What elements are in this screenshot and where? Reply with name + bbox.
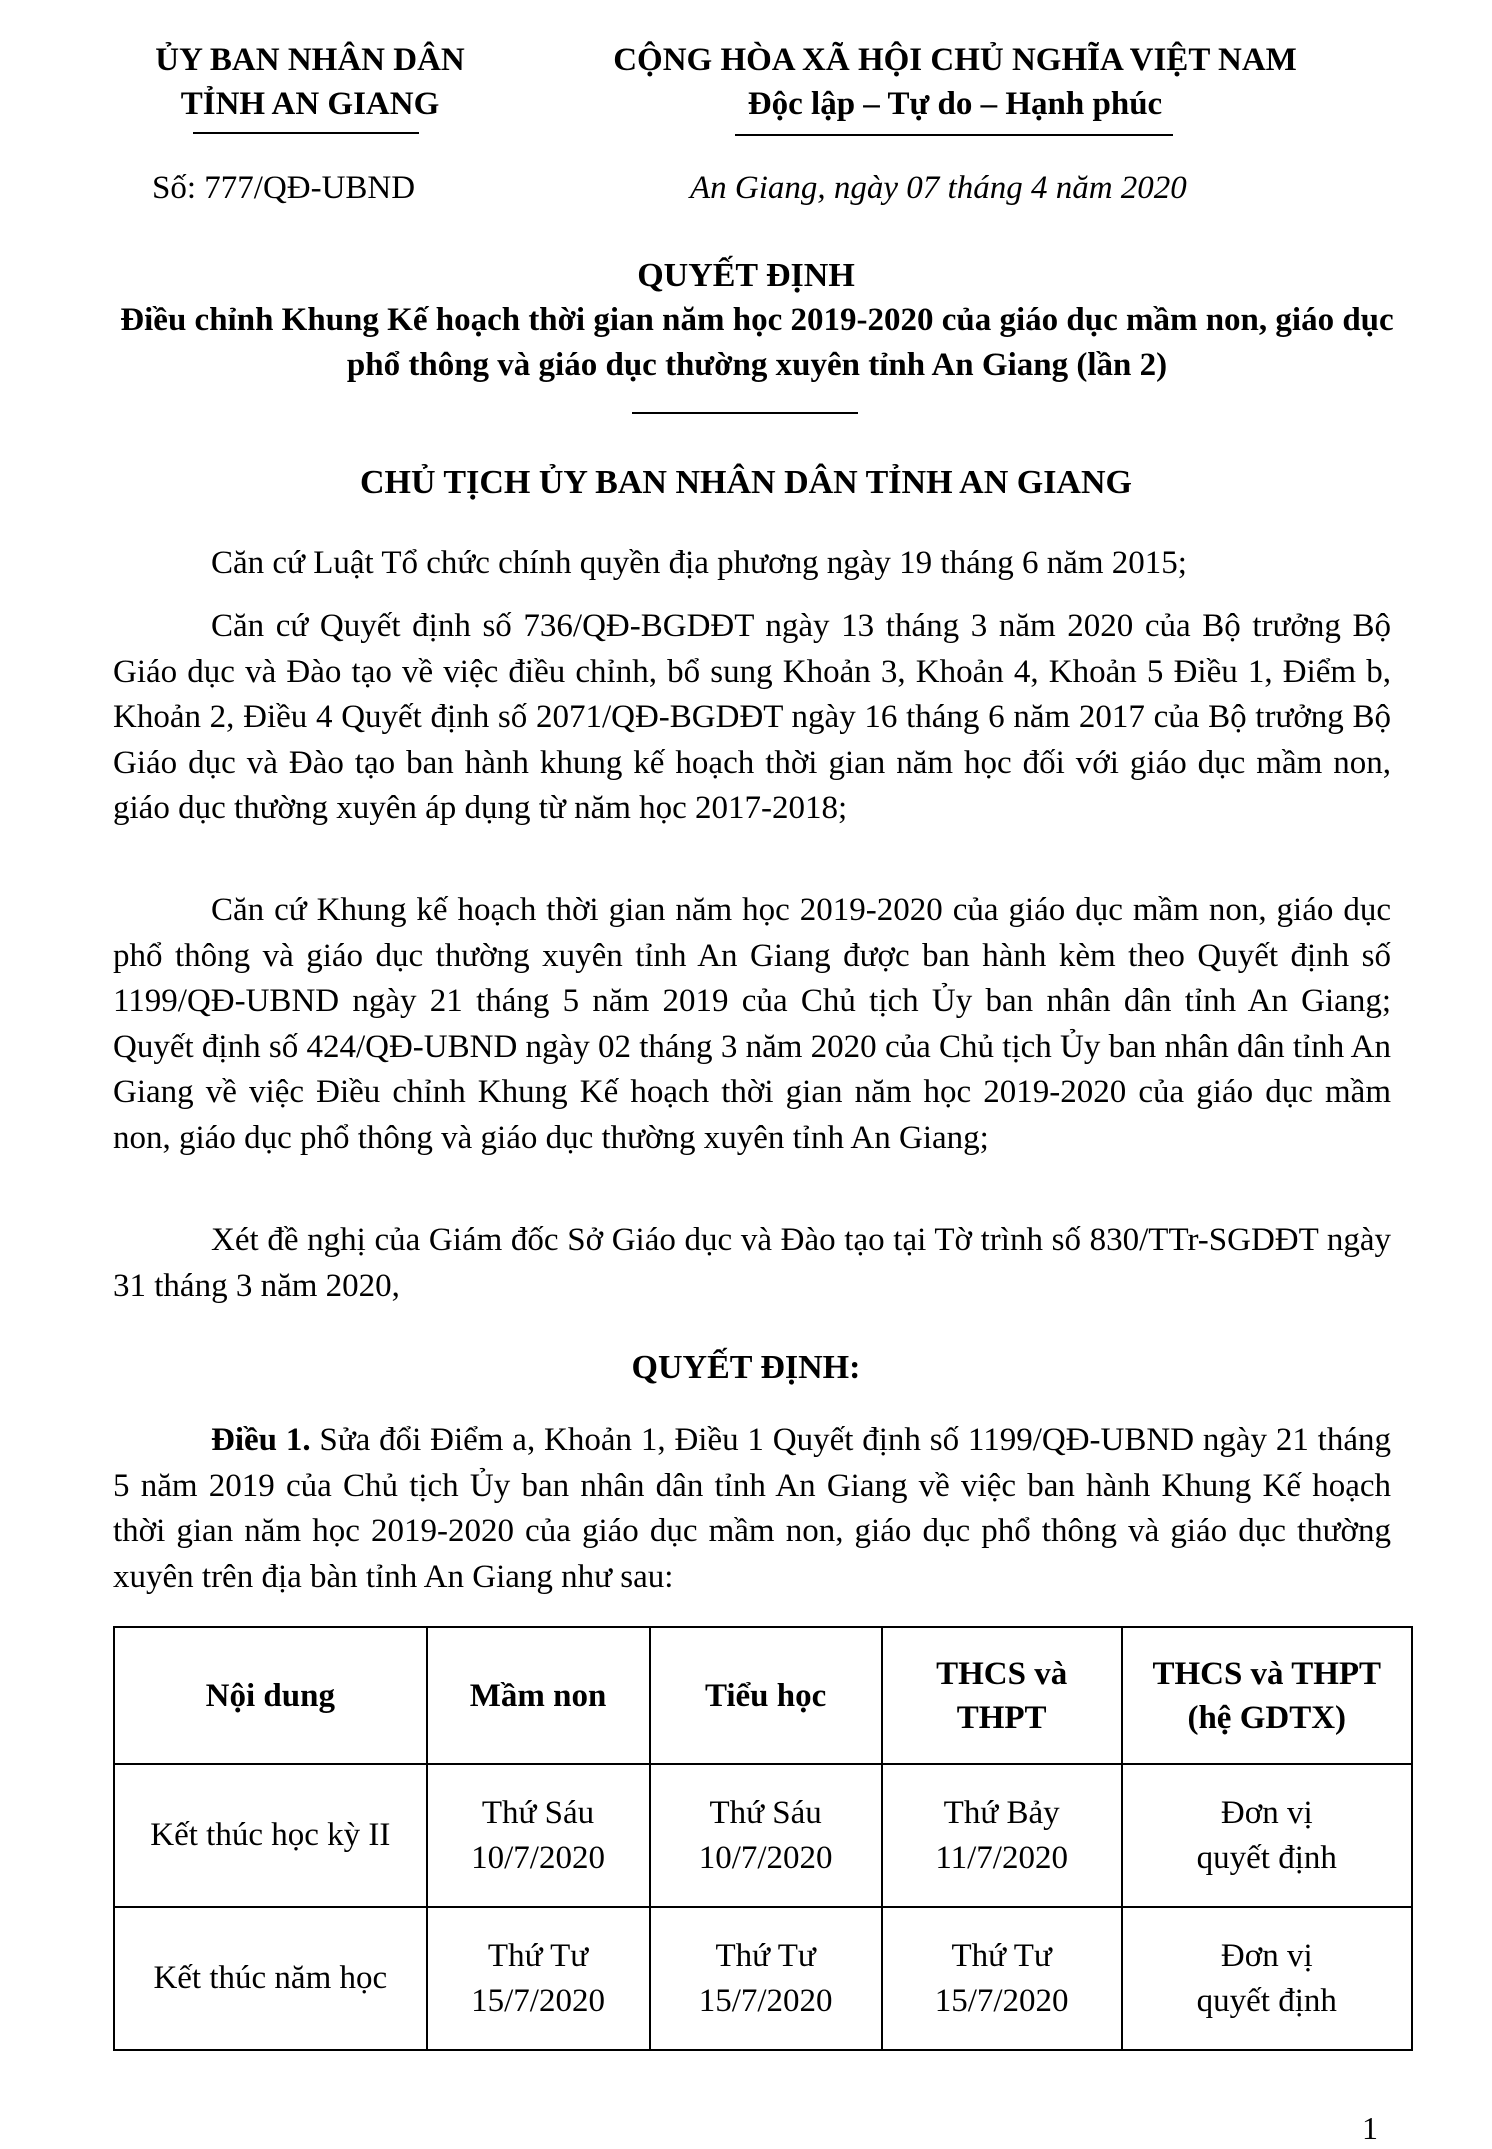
article-1-label: Điều 1. bbox=[211, 1422, 311, 1458]
motto-underline bbox=[735, 134, 1173, 136]
table-row bbox=[114, 1764, 1412, 1907]
motto-line: Độc lập – Tự do – Hạnh phúc bbox=[747, 86, 1163, 122]
table-cell: Thứ Sáu 10/7/2020 bbox=[650, 1764, 882, 1907]
place-date: An Giang, ngày 07 tháng 4 năm 2020 bbox=[690, 170, 1187, 206]
authority-heading: CHỦ TỊCH ỦY BAN NHÂN DÂN TỈNH AN GIANG bbox=[359, 464, 1132, 501]
preamble-paragraph-2: Căn cứ Quyết định số 736/QĐ-BGDĐT ngày 13 tháng 3 năm 2020 của Bộ trưởng Bộ Giáo dục và Đào tạo về việc điều chỉnh, bổ sung Khoản 3, Khoản 4, Khoản 5 Điều 1, Điểm b, Khoản 2, Điều 4 Quyết định số 2071/QĐ-BGDĐT ngày 16 tháng 6 năm 2017 của Bộ trưởng Bộ Giáo dục và Đào tạo ban hành khung kế hoạch thời gian năm học đối với giáo dục mầm non, giáo dục thường xuyên áp dụng từ năm học 2017-2018; bbox=[113, 608, 1391, 826]
article-1-text: Sửa đổi Điểm a, Khoản 1, Điều 1 Quyết định số 1199/QĐ-UBND ngày 21 tháng 5 năm 2019 của Chủ tịch Ủy ban nhân dân tỉnh An Giang về việc ban hành Khung Kế hoạch thời gian năm học 2019-2020 của giáo dục mầm non, giáo dục phổ thông và giáo dục thường xuyên trên địa bàn tỉnh An Giang như sau: bbox=[113, 1422, 1391, 1595]
title-underline bbox=[632, 412, 858, 414]
preamble-paragraph-4: Xét đề nghị của Giám đốc Sở Giáo dục và Đào tạo tại Tờ trình số 830/TTr-SGDĐT ngày 31 tháng 3 năm 2020, bbox=[113, 1222, 1391, 1304]
header-mam-non: Mầm non bbox=[427, 1627, 650, 1764]
national-motto bbox=[555, 38, 1355, 126]
table-cell: Thứ Tư 15/7/2020 bbox=[427, 1907, 650, 2050]
document-title: QUYẾT ĐỊNH bbox=[637, 257, 855, 294]
row-label: Kết thúc học kỳ II bbox=[114, 1764, 427, 1907]
header-thcs-thpt: THCS và THPT bbox=[882, 1627, 1122, 1764]
document-number: Số: 777/QĐ-UBND bbox=[152, 170, 416, 206]
issuing-agency bbox=[110, 38, 510, 126]
table-cell: Thứ Tư 15/7/2020 bbox=[882, 1907, 1122, 2050]
table-cell: Đơn vị quyết định bbox=[1122, 1764, 1412, 1907]
page-number: 1 bbox=[1362, 2110, 1378, 2146]
header-tieu-hoc: Tiểu học bbox=[650, 1627, 882, 1764]
schedule-table bbox=[113, 1626, 1413, 2051]
table-row bbox=[114, 1907, 1412, 2050]
row-label: Kết thúc năm học bbox=[114, 1907, 427, 2050]
table-cell: Đơn vị quyết định bbox=[1122, 1907, 1412, 2050]
preamble-paragraph-3: Căn cứ Khung kế hoạch thời gian năm học 2019-2020 của giáo dục mầm non, giáo dục phổ thông và giáo dục thường xuyên tỉnh An Giang được ban hành kèm theo Quyết định số 1199/QĐ-UBND ngày 21 tháng 5 năm 2019 của Chủ tịch Ủy ban nhân dân tỉnh An Giang; Quyết định số 424/QĐ-UBND ngày 02 tháng 3 năm 2020 của Chủ tịch Ủy ban nhân dân tỉnh An Giang về việc Điều chỉnh Khung Kế hoạch thời gian năm học 2019-2020 của giáo dục mầm non, giáo dục phổ thông và giáo dục thường xuyên tỉnh An Giang; bbox=[113, 892, 1391, 1156]
table-cell: Thứ Sáu 10/7/2020 bbox=[427, 1764, 650, 1907]
header-thcs-thpt-gdtx: THCS và THPT (hệ GDTX) bbox=[1122, 1627, 1412, 1764]
agency-line-2: TỈNH AN GIANG bbox=[180, 86, 440, 122]
article-1-paragraph bbox=[113, 1418, 1391, 1600]
table-header-row bbox=[114, 1627, 1412, 1764]
table-cell: Thứ Bảy 11/7/2020 bbox=[882, 1764, 1122, 1907]
decision-heading: QUYẾT ĐỊNH: bbox=[631, 1349, 861, 1386]
preamble-paragraph-1: Căn cứ Luật Tổ chức chính quyền địa phương ngày 19 tháng 6 năm 2015; bbox=[211, 545, 1187, 581]
document-subtitle: Điều chỉnh Khung Kế hoạch thời gian năm học 2019-2020 của giáo dục mầm non, giáo dục phổ thông và giáo dục thường xuyên tỉnh An Giang (lần 2) bbox=[120, 302, 1394, 383]
table-cell: Thứ Tư 15/7/2020 bbox=[650, 1907, 882, 2050]
agency-line-1: ỦY BAN NHÂN DÂN bbox=[155, 42, 465, 78]
header-noi-dung: Nội dung bbox=[114, 1627, 427, 1764]
agency-underline bbox=[193, 132, 419, 134]
country-name: CỘNG HÒA XÃ HỘI CHỦ NGHĨA VIỆT NAM bbox=[613, 42, 1297, 78]
